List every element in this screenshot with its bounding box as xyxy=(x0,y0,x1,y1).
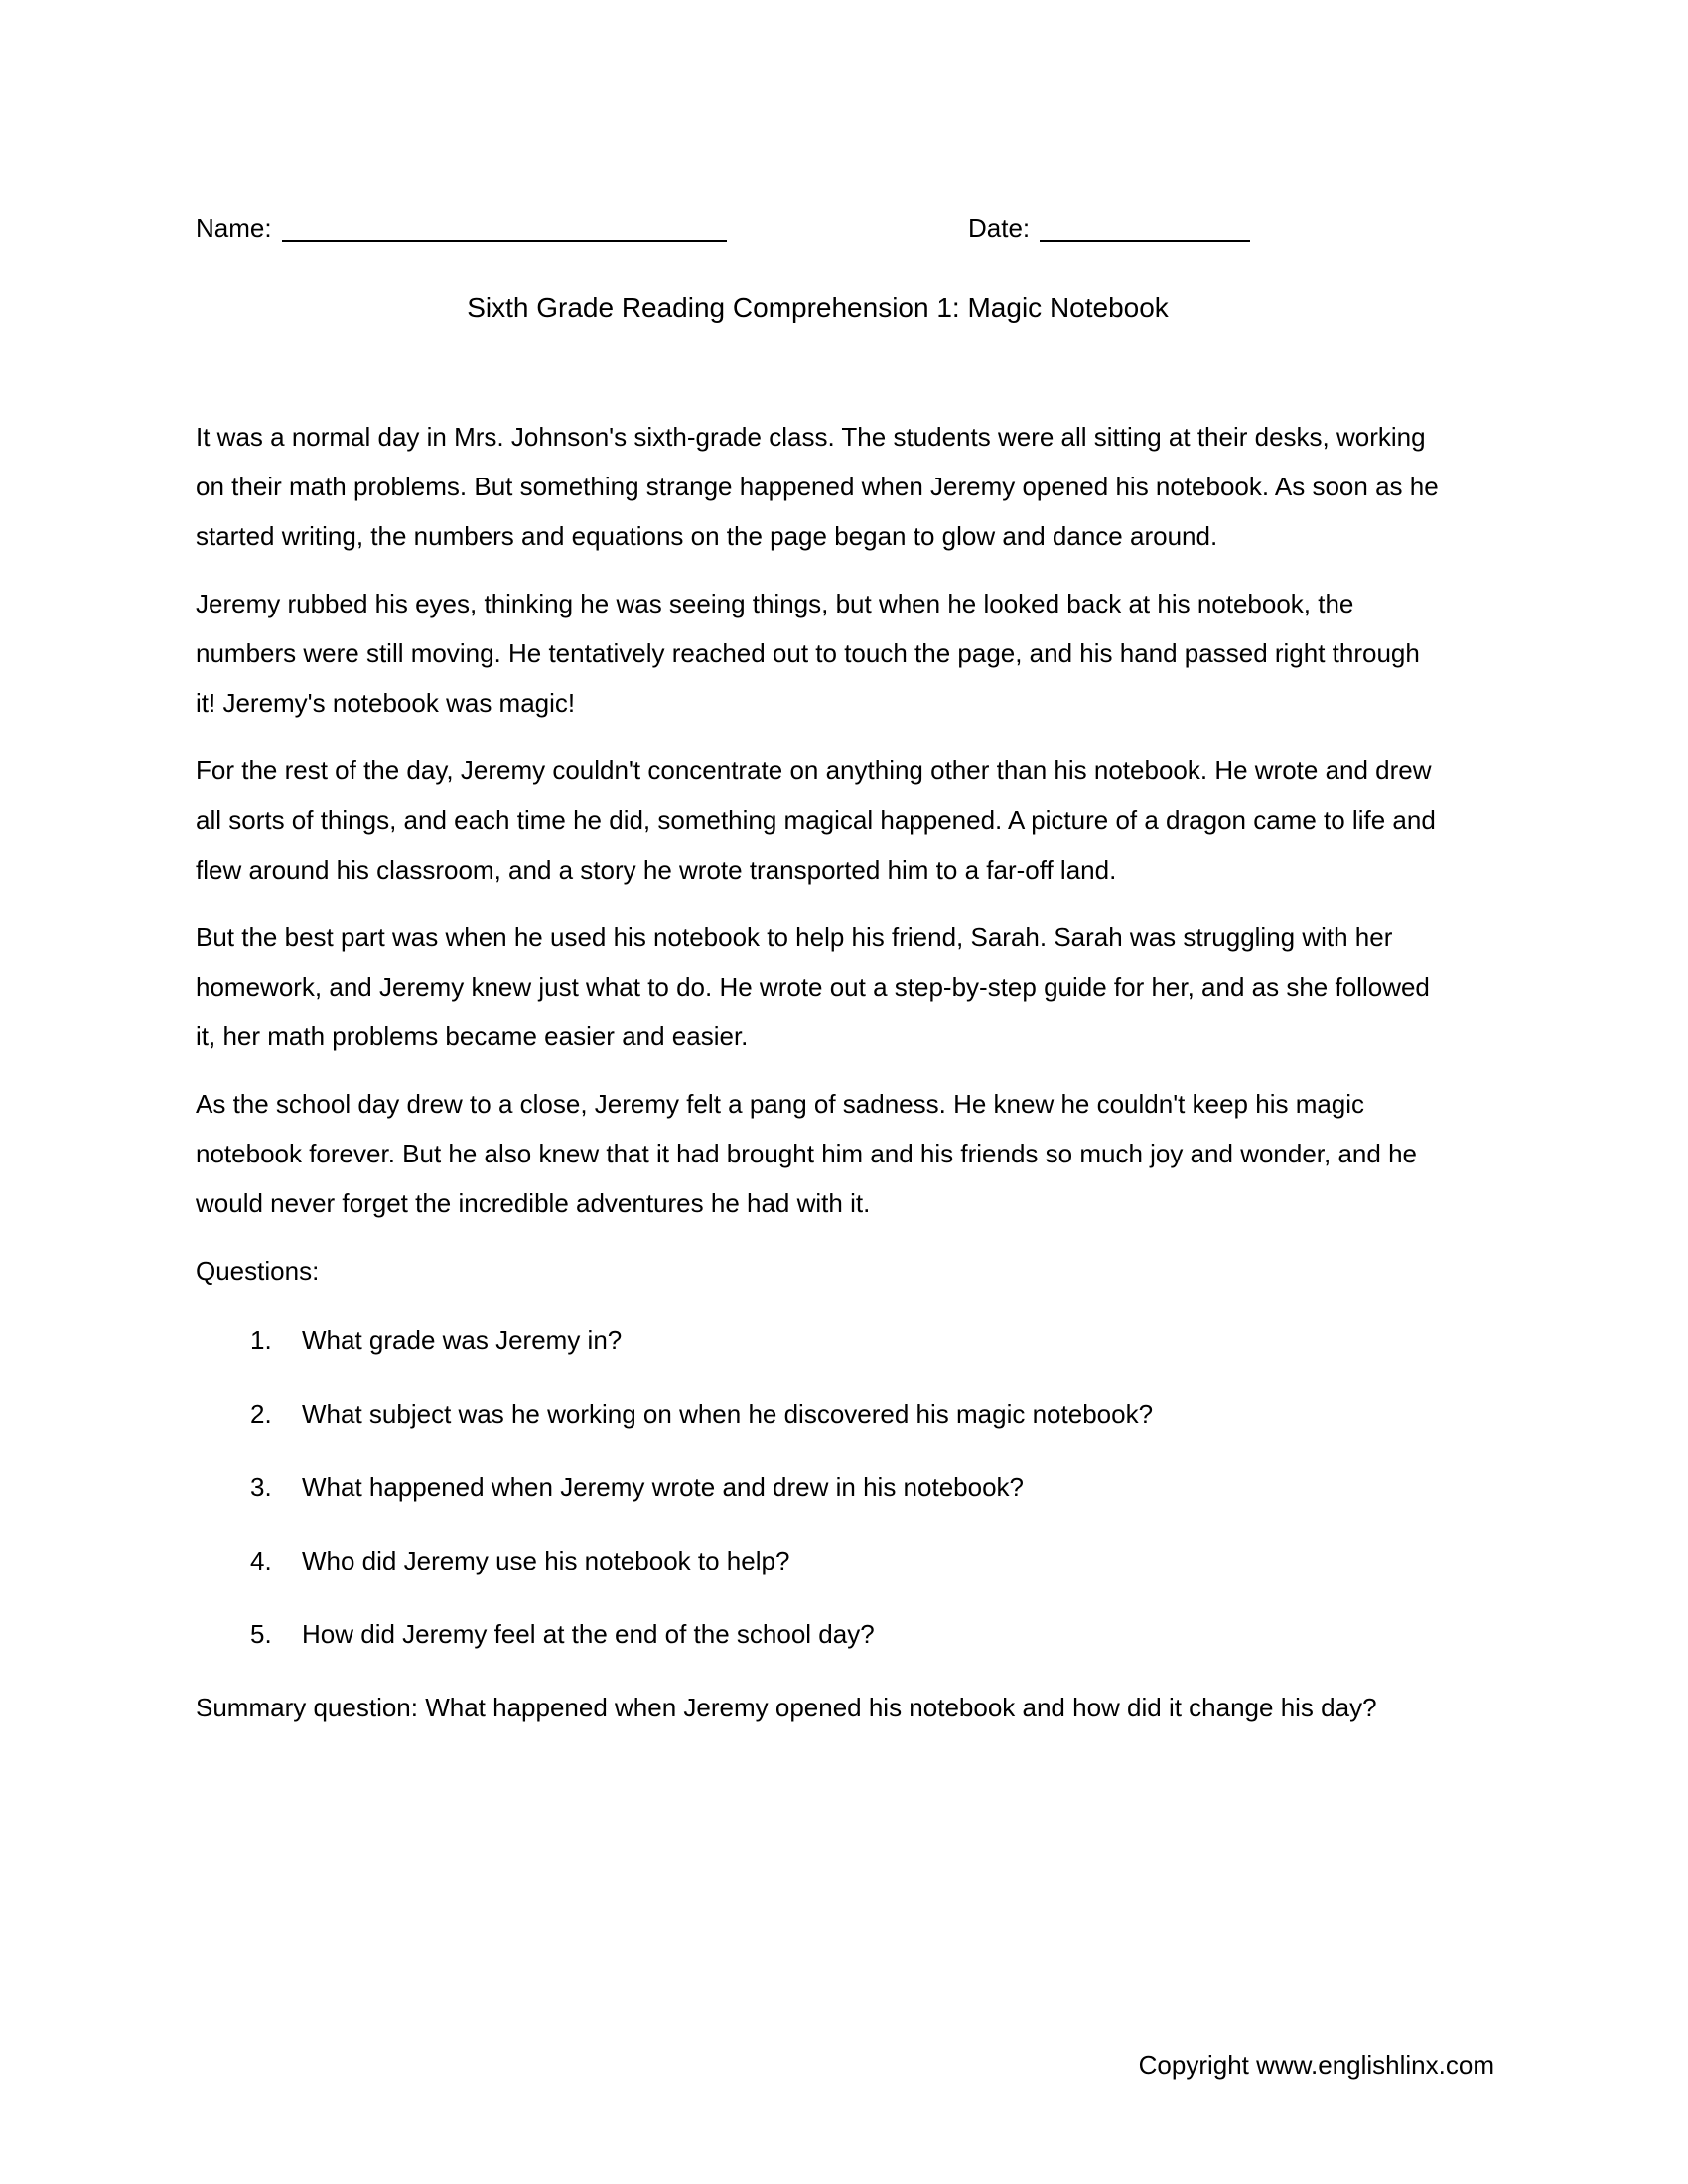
date-label: Date: xyxy=(968,213,1031,243)
date-blank-line xyxy=(1040,208,1250,242)
question-list xyxy=(196,1315,1440,1659)
name-blank-line xyxy=(282,208,727,242)
question-text: What grade was Jeremy in? xyxy=(302,1325,623,1355)
worksheet-title: Sixth Grade Reading Comprehension 1: Magic Notebook xyxy=(467,292,1169,323)
question-item xyxy=(196,1462,1440,1512)
story-paragraph-3: For the rest of the day, Jeremy couldn't concentrate on anything other than his notebook. He wrote and drew all sorts of things, and each time he did, something magical happened. A picture of a dragon came to life and flew around his classroom, and a story he wrote transported him to a far-off land. xyxy=(196,755,1436,885)
date-group xyxy=(968,204,1250,253)
question-number: 3. xyxy=(250,1472,272,1502)
story-paragraph-5: As the school day drew to a close, Jeremy felt a pang of sadness. He knew he couldn't keep his magic notebook forever. But he also knew that it had brought him and his friends so much joy and wonder, and he would never forget the incredible adventures he had with it. xyxy=(196,1089,1417,1218)
question-number: 2. xyxy=(250,1399,272,1429)
question-item xyxy=(196,1536,1440,1585)
question-text: What subject was he working on when he discovered his magic notebook? xyxy=(302,1399,1154,1429)
question-text: Who did Jeremy use his notebook to help? xyxy=(302,1546,790,1575)
story-passage xyxy=(196,412,1440,1228)
question-number: 5. xyxy=(250,1619,272,1649)
question-item xyxy=(196,1609,1440,1659)
story-paragraph-2: Jeremy rubbed his eyes, thinking he was seeing things, but when he looked back at his notebook, the numbers were still moving. He tentatively reached out to touch the page, and his hand passed right through it! Jeremy's notebook was magic! xyxy=(196,589,1420,718)
summary-question: Summary question: What happened when Jeremy opened his notebook and how did it change his day? xyxy=(196,1693,1377,1722)
question-text: How did Jeremy feel at the end of the school day? xyxy=(302,1619,875,1649)
question-number: 4. xyxy=(250,1546,272,1575)
story-paragraph-4: But the best part was when he used his notebook to help his friend, Sarah. Sarah was struggling with her homework, and Jeremy knew just what to do. He wrote out a step-by-step guide for her, and as she followed it, her math problems became easier and easier. xyxy=(196,922,1430,1051)
copyright-notice: Copyright www.englishlinx.com xyxy=(1138,2050,1494,2080)
question-item xyxy=(196,1389,1440,1438)
questions-heading: Questions: xyxy=(196,1256,320,1286)
question-number: 1. xyxy=(250,1325,272,1355)
worksheet-content xyxy=(196,204,1440,1732)
name-date-header xyxy=(196,204,1440,253)
name-label: Name: xyxy=(196,213,272,243)
question-text: What happened when Jeremy wrote and drew in his notebook? xyxy=(302,1472,1024,1502)
story-paragraph-1: It was a normal day in Mrs. Johnson's sixth-grade class. The students were all sitting at their desks, working on their math problems. But something strange happened when Jeremy opened his notebook. As soon as he started writing, the numbers and equations on the page began to glow and dance around. xyxy=(196,422,1439,551)
question-item xyxy=(196,1315,1440,1365)
